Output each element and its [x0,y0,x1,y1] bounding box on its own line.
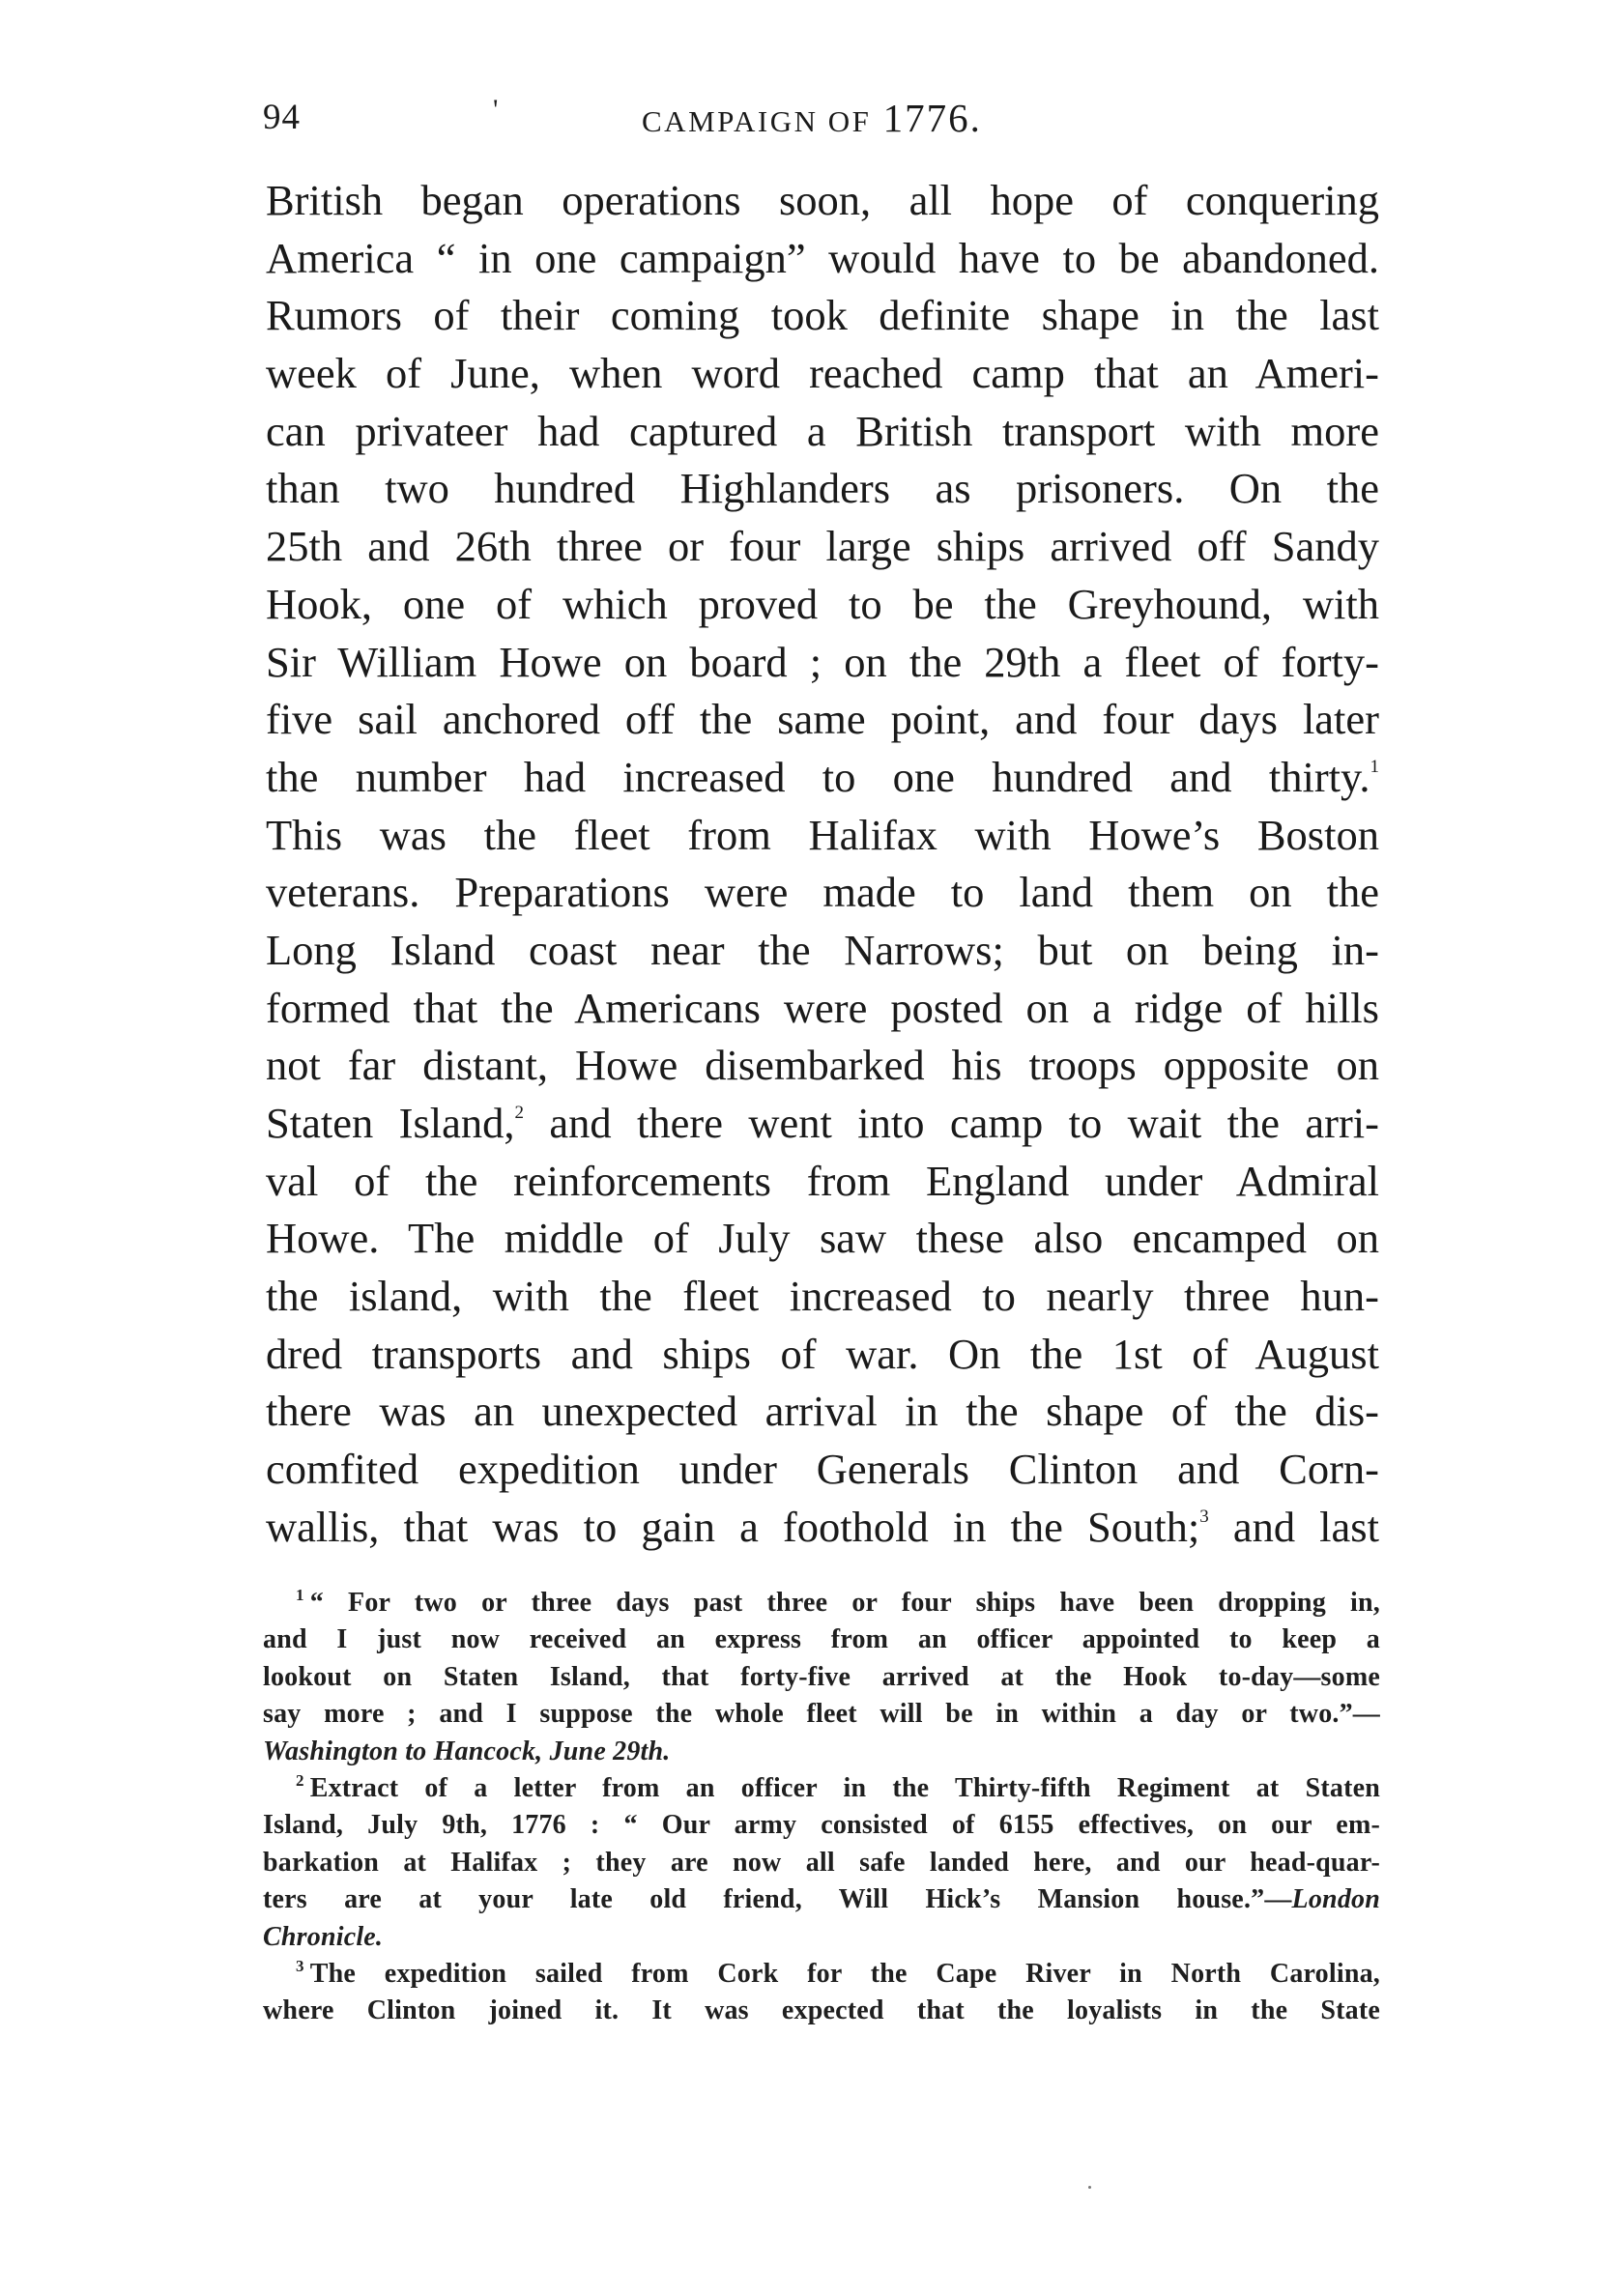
footnote-2-line: Island, July 9th, 1776 : “ Our army consisted of 6155 effectives, on our em- [263,1810,1380,1841]
body-line: Hook, one of which proved to be the Greyhound, with [266,579,1379,628]
body-line: can privateer had captured a British transport with more [266,406,1379,455]
footnote-2-line [263,1919,1380,1956]
footnote-2-line [263,1770,1380,1807]
body-line: the island, with the fleet increased to nearly three hun- [266,1272,1379,1321]
chapter-title [642,89,982,151]
body-line: comfited expedition under Generals Clinton and Corn- [266,1445,1379,1494]
body-line: This was the fleet from Halifax with Howe’s Boston [266,810,1379,859]
footnote-text: ters are at your late old friend, Will Hick’s Mansion house.”— [263,1884,1292,1915]
body-line: dred transports and ships of war. On the 1st of August [266,1329,1379,1378]
body-line: week of June, when word reached camp that an Ameri- [266,349,1379,398]
title-word: CAMPAIGN OF [642,104,872,138]
body-line: Howe. The middle of July saw these also encamped on [266,1214,1379,1263]
footnote-ref-3[interactable]: 3 [1199,1506,1209,1527]
body-line: America “ in one campaign” would have to be abandoned. [266,233,1379,282]
body-line-text: and there went into camp to wait the arri- [524,1099,1379,1147]
footnote-1-line [263,1734,1380,1770]
page-number: 94 [263,98,301,137]
footnotes [263,1585,1380,2030]
footnote-1-line: and I just now received an express from an officer appointed to keep a [263,1624,1380,1655]
body-line-text: and last [1208,1502,1379,1551]
footnote-text: The expedition sailed from Cork for the Cape River in North Carolina, [309,1958,1380,1989]
stray-mark: ' [493,94,499,126]
footnote-1-line: lookout on Staten Island, that forty-five arrived at the Hook to-day—some [263,1661,1380,1692]
body-line: Rumors of their coming took definite shape in the last [266,291,1379,340]
footnote-2-attribution: Chronicle. [263,1921,384,1952]
footnote-2-attribution: London [1291,1884,1380,1915]
body-line: val of the reinforcements from England under Admiral [266,1156,1379,1205]
body-line-text: wallis, that was to gain a foothold in the South; [266,1502,1200,1551]
footnote-ref-1[interactable]: 1 [1370,756,1379,777]
footnote-3-line [263,1956,1380,1993]
footnote-1-line [263,1585,1380,1622]
footnote-ref-2[interactable]: 2 [514,1103,524,1123]
body-line-text: Staten Island, [266,1099,515,1147]
footnote-marker: 2 [296,1770,304,1790]
footnote-2-line: barkation at Halifax ; they are now all safe landed here, and our head-quar- [263,1847,1380,1878]
body-line: formed that the Americans were posted on a ridge of hills [266,983,1379,1032]
body-line: Long Island coast near the Narrows; but on being in- [266,925,1379,974]
footnote-3-line: where Clinton joined it. It was expected that the loyalists in the State [263,1995,1380,2026]
body-line: not far distant, Howe disembarked his troops opposite on [266,1041,1379,1090]
body-line: veterans. Preparations were made to land them on the [266,868,1379,917]
footnote-text: Extract of a letter from an officer in the Thirty-fifth Regiment at Staten [309,1772,1380,1803]
running-head [263,89,1394,147]
body-line [266,1499,1379,1557]
body-line [266,749,1379,807]
body-line: than two hundred Highlanders as prisoners. On the [266,464,1379,513]
footnote-1-attribution: Washington to Hancock, June 29th. [263,1736,671,1766]
footnote-1-line: say more ; and I suppose the whole fleet will be in within a day or two.”— [263,1699,1380,1730]
body-line: there was an unexpected arrival in the shape of the dis- [266,1387,1379,1436]
footnote-2-line [263,1881,1380,1918]
paper-speck [1088,2186,1091,2189]
body-line: Sir William Howe on board ; on the 29th a fleet of forty- [266,637,1379,686]
body-line: British began operations soon, all hope of conquering [266,176,1379,224]
body-line [266,1095,1379,1153]
body-line: 25th and 26th three or four large ships arrived off Sandy [266,522,1379,571]
body-line: five sail anchored off the same point, and four days later [266,695,1379,744]
body-text [266,172,1379,1557]
body-line-text: the number had increased to one hundred and thirty. [266,752,1370,801]
footnote-marker: 1 [296,1586,304,1604]
footnote-marker: 3 [296,1956,304,1975]
footnote-text: “ For two or three days past three or four ships have been dropping in, [309,1588,1380,1618]
title-year: 1776. [882,96,982,140]
